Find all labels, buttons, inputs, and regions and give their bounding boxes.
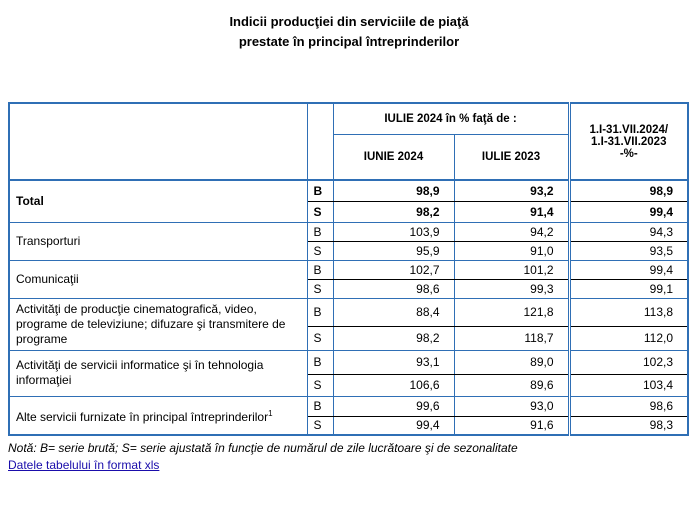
series-type: B [307,222,333,241]
series-type: B [307,350,333,374]
value-cumulative: 102,3 [569,350,688,374]
row-label-it-services: Activităţi de servicii informatice şi în tehnologia informaţiei [9,350,307,396]
table-title [0,12,698,52]
series-type: B [307,260,333,279]
value-cumulative: 99,1 [569,279,688,298]
value-cumulative: 113,8 [569,298,688,326]
header-cumulative [569,103,688,180]
series-type: B [307,298,333,326]
value-cumulative: 98,6 [569,396,688,416]
value-cumulative: 99,4 [569,201,688,222]
row-label-other-services [9,396,307,435]
footnote-marker: 1 [268,408,273,418]
row-label-other-services-text: Alte servicii furnizate în principal întreprinderilor [16,409,269,424]
value-june: 98,2 [333,326,454,350]
series-type: S [307,279,333,298]
table-row [9,350,688,374]
services-index-table [8,102,689,436]
value-july: 91,0 [454,241,569,260]
value-june: 98,2 [333,201,454,222]
value-june: 102,7 [333,260,454,279]
row-label-transport: Transporturi [9,222,307,260]
table-note: Notă: B= serie brută; S= serie ajustată în funcţie de numărul de zile lucrătoare şi de sezonalitate [8,441,518,455]
value-july: 99,3 [454,279,569,298]
value-july: 93,0 [454,396,569,416]
xls-download-link[interactable]: Datele tabelului în format xls [8,458,160,472]
value-june: 98,9 [333,180,454,201]
series-type: S [307,374,333,396]
header-july-2023: IULIE 2023 [454,135,569,181]
value-june: 106,6 [333,374,454,396]
value-july: 91,6 [454,416,569,435]
value-cumulative: 98,9 [569,180,688,201]
value-june: 99,4 [333,416,454,435]
row-label-total: Total [9,180,307,222]
value-cumulative: 93,5 [569,241,688,260]
table-row [9,298,688,326]
value-cumulative: 94,3 [569,222,688,241]
header-cumulative-line-1: 1.I-31.VII.2024/ [589,123,669,136]
table-row [9,260,688,279]
value-july: 118,7 [454,326,569,350]
table-row [9,222,688,241]
value-cumulative: 103,4 [569,374,688,396]
value-june: 98,6 [333,279,454,298]
header-empty-label [9,103,307,180]
value-july: 94,2 [454,222,569,241]
row-label-communications: Comunicaţii [9,260,307,298]
value-june: 88,4 [333,298,454,326]
header-empty-type [307,103,333,180]
header-group: IULIE 2024 în % faţă de : [333,103,569,135]
value-july: 89,0 [454,350,569,374]
series-type: S [307,326,333,350]
value-july: 93,2 [454,180,569,201]
value-july: 89,6 [454,374,569,396]
header-cumulative-line-2: 1.I-31.VII.2023 [591,135,667,148]
table-row [9,396,688,416]
value-july: 101,2 [454,260,569,279]
value-june: 95,9 [333,241,454,260]
header-june-2024: IUNIE 2024 [333,135,454,181]
series-type: S [307,241,333,260]
series-type: B [307,396,333,416]
value-cumulative: 112,0 [569,326,688,350]
series-type: S [307,201,333,222]
row-label-film-tv: Activităţi de producţie cinematografică, video, programe de televiziune; difuzare şi transmitere de programe [9,298,307,350]
value-cumulative: 98,3 [649,418,674,433]
title-line-1: Indicii producţiei din serviciile de piaţă [229,14,469,29]
value-july: 91,4 [454,201,569,222]
value-cumulative: 99,4 [569,260,688,279]
value-june: 103,9 [333,222,454,241]
title-line-2: prestate în principal întreprinderilor [238,34,460,49]
value-june: 93,1 [333,350,454,374]
series-type: S [307,416,333,435]
header-cumulative-line-3: -%- [619,147,638,160]
value-july: 121,8 [454,298,569,326]
value-june: 99,6 [333,396,454,416]
series-type: B [307,180,333,201]
table-row [9,180,688,201]
